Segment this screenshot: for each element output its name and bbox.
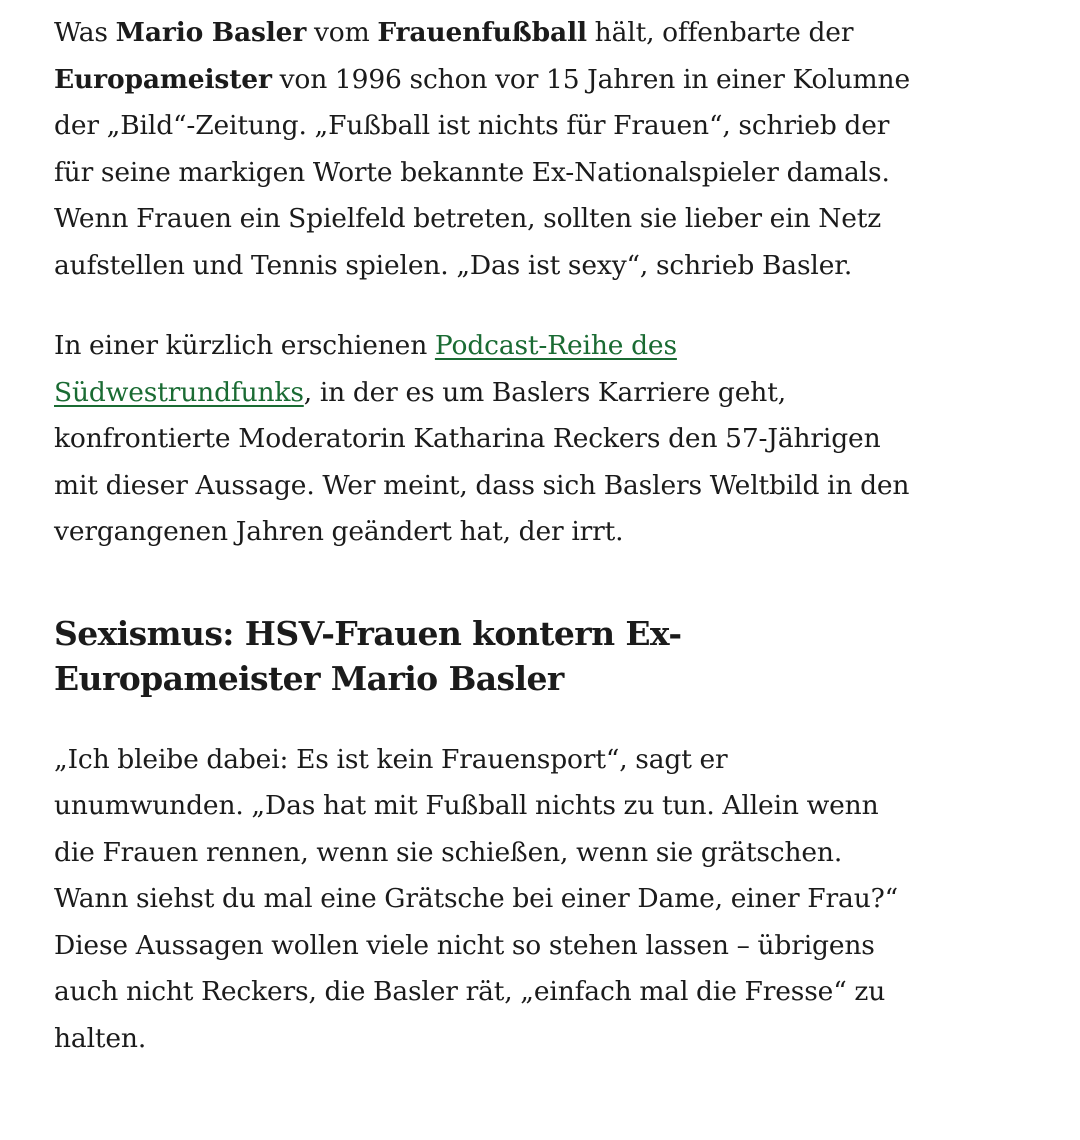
podcast-link[interactable]: Podcast-Reihe des Südwestrundfunks [54, 330, 677, 408]
paragraph-podcast [54, 323, 914, 556]
section-heading: Sexismus: HSV-Frauen kontern Ex-Europameister Mario Basler [54, 613, 682, 698]
article-body [54, 10, 914, 1062]
text-segment: , in der es um Baslers Karriere geht, konfrontierte Moderatorin Katharina Reckers den 57-Jährigen mit dieser Aussage. Wer meint, dass sich Baslers Weltbild in den vergangenen Jahren geändert hat, der irrt. [54, 376, 910, 547]
bold-frauenfussball: Frauenfußball [377, 17, 587, 48]
text-segment: Was [54, 17, 116, 48]
paragraph-intro [54, 10, 914, 289]
text-segment: hält, offenbarte der [586, 17, 854, 48]
bold-europameister: Europameister [54, 63, 272, 95]
text-segment: von 1996 schon vor 15 Jahren in einer Kolumne der „Bild“-Zeitung. „Fußball ist nichts für Frauen“, schrieb der für seine markigen Worte bekannte Ex-Nationalspieler damals. Wenn Frauen ein Spielfeld betreten, sollten sie lieber ein Netz aufstellen und Tennis spielen. „Das ist sexy“, schrieb Basler. [54, 63, 910, 281]
text-segment: vom [306, 17, 378, 48]
text-segment: In einer kürzlich erschienen [54, 330, 435, 361]
bold-name-mario-basler: Mario Basler [115, 17, 307, 48]
paragraph-quote: „Ich bleibe dabei: Es ist kein Frauensport“, sagt er unumwunden. „Das hat mit Fußball nichts zu tun. Allein wenn die Frauen rennen, wenn sie schießen, wenn sie grätschen. Wann siehst du mal eine Grätsche bei einer Dame, einer Frau?“ Diese Aussagen wollen viele nicht so stehen lassen – übrigens auch nicht Reckers, die Basler rät, „einfach mal die Fresse“ zu halten. [54, 743, 899, 1054]
